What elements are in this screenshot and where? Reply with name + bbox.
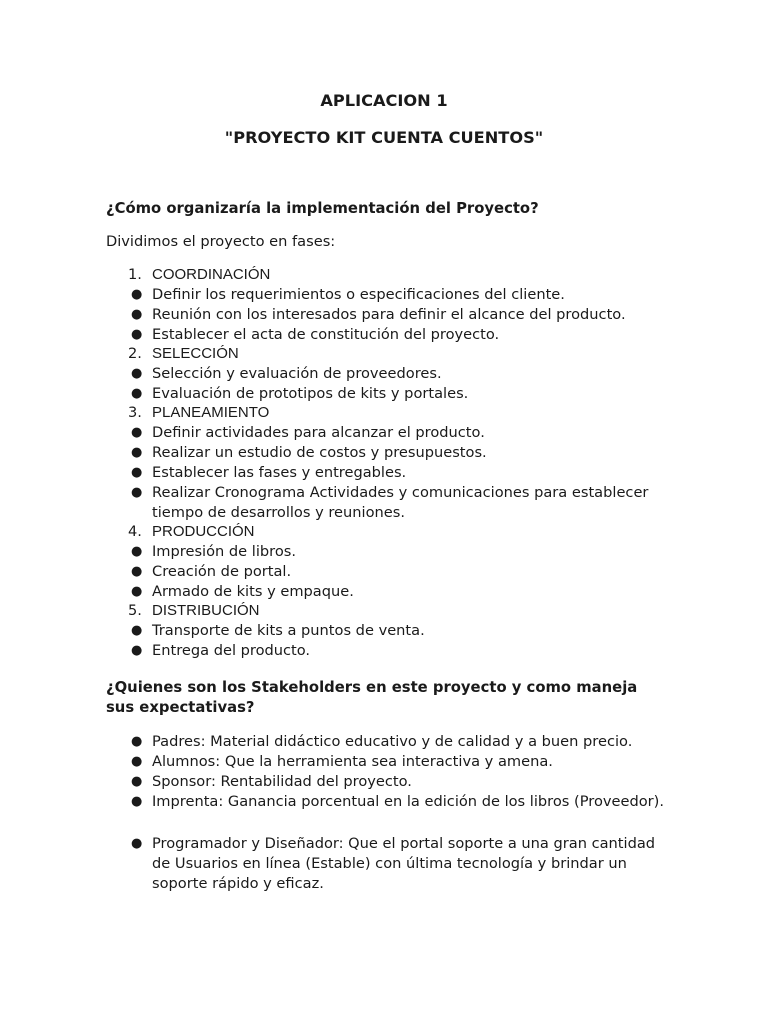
bullet-marker: ● (131, 584, 143, 599)
list-number: 2. (128, 345, 142, 362)
task-text: Creación de portal. (152, 563, 292, 580)
stakeholder-text: Padres: Material didáctico educativo y de calidad y a buen precio. (152, 733, 633, 750)
bullet-marker: ● (131, 425, 143, 440)
task-text: Definir los requerimientos o especificaciones del cliente. (152, 286, 565, 303)
bullet-marker: ● (131, 564, 143, 579)
task-text: Armado de kits y empaque. (152, 583, 354, 600)
bullet-marker: ● (131, 643, 143, 658)
task-text: Selección y evaluación de proveedores. (152, 365, 442, 382)
bullet-marker: ● (131, 386, 143, 401)
phase-label: SELECCIÓN (152, 345, 239, 362)
question-heading-2: ¿Quienes son los Stakeholders en este proyecto y como maneja sus expectativas? (106, 679, 638, 716)
list-number: 4. (128, 523, 142, 540)
phase-label: PRODUCCIÓN (152, 523, 255, 540)
bullet-marker: ● (131, 366, 143, 381)
task-text: Impresión de libros. (152, 543, 297, 560)
list-number: 5. (128, 602, 142, 619)
bullet-marker: ● (131, 774, 143, 789)
task-text: Transporte de kits a puntos de venta. (152, 622, 425, 639)
stakeholder-text: Programador y Diseñador: Que el portal soporte a una gran cantidad de Usuarios en línea (Estable) con última tecnología y brindar un soporte rápido y eficaz. (152, 835, 656, 892)
bullet-marker: ● (131, 485, 143, 500)
intro-paragraph: Dividimos el proyecto en fases: (106, 233, 336, 250)
task-text: Realizar un estudio de costos y presupuestos. (152, 444, 487, 461)
list-number: 3. (128, 404, 142, 421)
task-text: Establecer las fases y entregables. (152, 464, 407, 481)
list-number: 1. (128, 266, 142, 283)
question-heading-1: ¿Cómo organizaría la implementación del Proyecto? (106, 200, 539, 217)
bullet-marker: ● (131, 307, 143, 322)
document-subtitle: "PROYECTO KIT CUENTA CUENTOS" (224, 128, 544, 147)
bullet-marker: ● (131, 794, 143, 809)
task-text: Entrega del producto. (152, 642, 311, 659)
task-text: Establecer el acta de constitución del proyecto. (152, 326, 500, 343)
bullet-marker: ● (131, 734, 143, 749)
phase-label: PLANEAMIENTO (152, 404, 270, 421)
bullet-marker: ● (131, 465, 143, 480)
task-text: Realizar Cronograma Actividades y comunicaciones para establecer tiempo de desarrollos y reuniones. (152, 484, 649, 521)
bullet-marker: ● (131, 287, 143, 302)
task-text: Evaluación de prototipos de kits y portales. (152, 385, 469, 402)
document-title: APLICACION 1 (320, 91, 448, 110)
stakeholder-text: Imprenta: Ganancia porcentual en la edición de los libros (Proveedor). (152, 793, 664, 810)
bullet-marker: ● (131, 754, 143, 769)
bullet-marker: ● (131, 445, 143, 460)
task-text: Reunión con los interesados para definir el alcance del producto. (152, 306, 626, 323)
bullet-marker: ● (131, 623, 143, 638)
stakeholder-text: Sponsor: Rentabilidad del proyecto. (152, 773, 412, 790)
bullet-marker: ● (131, 836, 143, 851)
task-text: Definir actividades para alcanzar el producto. (152, 424, 485, 441)
bullet-marker: ● (131, 544, 143, 559)
bullet-marker: ● (131, 327, 143, 342)
stakeholder-text: Alumnos: Que la herramienta sea interactiva y amena. (152, 753, 553, 770)
phase-label: COORDINACIÓN (152, 266, 271, 283)
phase-label: DISTRIBUCIÓN (152, 602, 260, 619)
